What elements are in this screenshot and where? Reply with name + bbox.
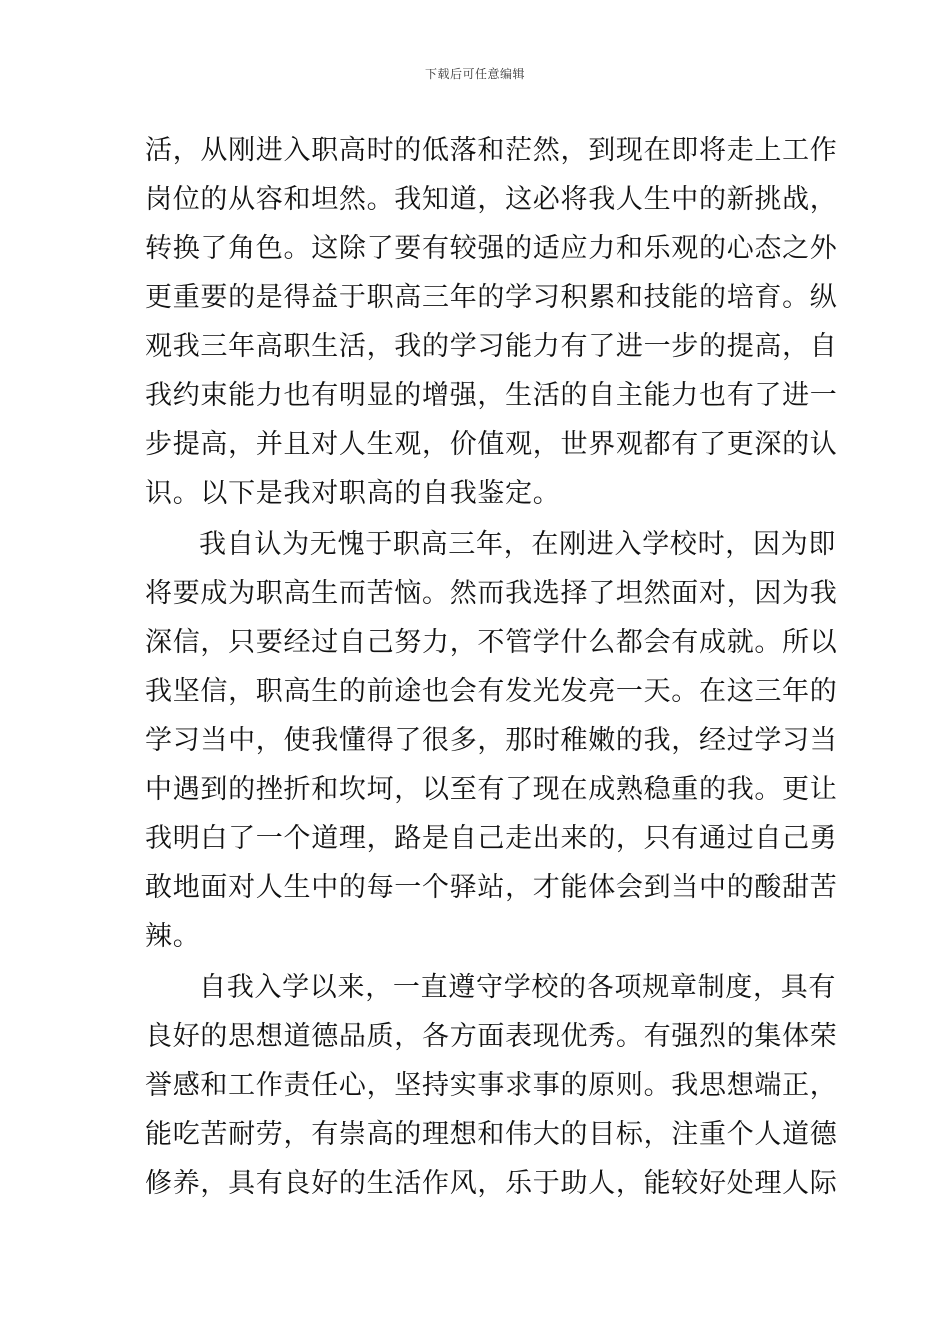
text-line: 能吃苦耐劳，有崇高的理想和伟大的目标，注重个人道德: [145, 1119, 838, 1150]
text-line: 我约束能力也有明显的增强，生活的自主能力也有了进一: [145, 380, 838, 411]
text-line: 我明白了一个道理，路是自己走出来的，只有通过自己勇: [145, 823, 838, 854]
text-line: 岗位的从容和坦然。我知道，这必将我人生中的新挑战，: [145, 184, 838, 215]
text-line: 步提高，并且对人生观，价值观，世界观都有了更深的认: [145, 429, 838, 460]
text-line: 我坚信，职高生的前途也会有发光发亮一天。在这三年的: [145, 676, 838, 707]
text-line: 将要成为职高生而苦恼。然而我选择了坦然面对，因为我: [145, 578, 838, 609]
text-line: 誉感和工作责任心，坚持实事求事的原则。我思想端正，: [145, 1070, 838, 1101]
text-line: 良好的思想道德品质，各方面表现优秀。有强烈的集体荣: [145, 1021, 838, 1052]
text-line: 更重要的是得益于职高三年的学习积累和技能的培育。纵: [145, 282, 838, 313]
text-line: 中遇到的挫折和坎坷，以至有了现在成熟稳重的我。更让: [145, 774, 838, 805]
text-line: 观我三年高职生活，我的学习能力有了进一步的提高，自: [145, 331, 838, 362]
document-body: [145, 126, 838, 1208]
text-line: 深信，只要经过自己努力，不管学什么都会有成就。所以: [145, 627, 838, 658]
text-line: 我自认为无愧于职高三年，在刚进入学校时，因为即: [199, 529, 837, 560]
text-line: 识。以下是我对职高的自我鉴定。: [145, 478, 561, 509]
text-line: 自我入学以来，一直遵守学校的各项规章制度，具有: [199, 972, 837, 1003]
paragraph: [145, 520, 838, 961]
text-line: 活，从刚进入职高时的低落和茫然，到现在即将走上工作: [145, 135, 838, 166]
page-header: 下载后可任意编辑: [424, 67, 525, 81]
text-line: 辣。: [145, 921, 201, 952]
text-line: 敢地面对人生中的每一个驿站，才能体会到当中的酸甜苦: [145, 872, 838, 903]
paragraph: [145, 126, 838, 518]
text-line: 修养，具有良好的生活作风，乐于助人，能较好处理人际: [145, 1168, 838, 1199]
text-line: 学习当中，使我懂得了很多，那时稚嫩的我，经过学习当: [145, 725, 838, 756]
paragraph: [145, 963, 838, 1208]
text-line: 转换了角色。这除了要有较强的适应力和乐观的心态之外: [145, 233, 838, 264]
